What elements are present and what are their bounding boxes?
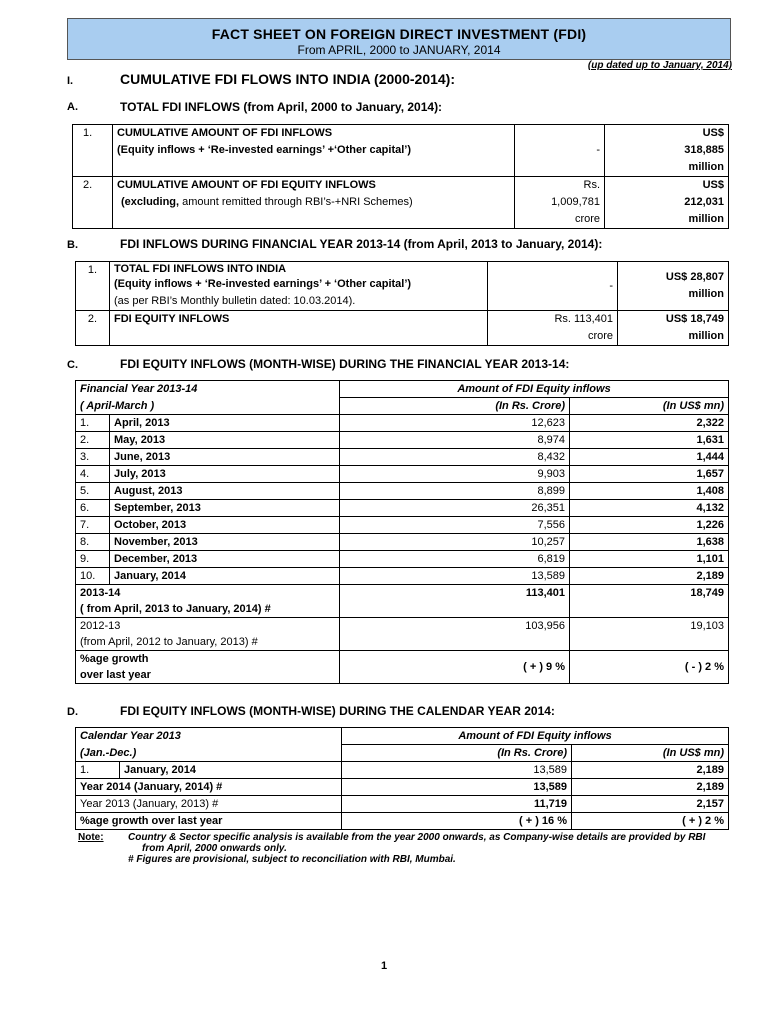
rs-line: Rs. 113,401 xyxy=(554,313,613,325)
year-2013-rs: 11,719 xyxy=(342,796,572,813)
row-usd: 2,189 xyxy=(570,568,729,585)
row-number: 7. xyxy=(76,517,110,534)
year-2014-usd: 2,189 xyxy=(572,779,729,796)
amount-header: Amount of FDI Equity inflows xyxy=(342,728,729,745)
section-c-number: C. xyxy=(67,359,78,371)
row-description xyxy=(113,177,515,229)
cy-header: Calendar Year 2013 xyxy=(76,728,342,745)
row-month: January, 2014 xyxy=(110,568,340,585)
fact-sheet-header xyxy=(67,18,731,60)
table-row xyxy=(76,311,729,346)
section-a-table xyxy=(72,124,729,229)
row-number: 1. xyxy=(76,262,110,311)
year-2013-row xyxy=(76,796,729,813)
row-month: July, 2013 xyxy=(110,466,340,483)
row-rs-value: - xyxy=(515,125,605,177)
row-number: 2. xyxy=(73,177,113,229)
row-number: 3. xyxy=(76,449,110,466)
year-2014-rs: 13,589 xyxy=(342,779,572,796)
table-row xyxy=(76,449,729,466)
total-line: ( from April, 2013 to January, 2014) # xyxy=(80,603,271,615)
growth-row xyxy=(76,813,729,830)
usd-line: US$ xyxy=(702,179,724,191)
table-header-row xyxy=(76,745,729,762)
table-row xyxy=(76,568,729,585)
table-row xyxy=(76,517,729,534)
row-usd: 4,132 xyxy=(570,500,729,517)
row-line: (Equity inflows + ‘Re-invested earnings’ +‘Other capital’) xyxy=(117,144,412,156)
section-d-number: D. xyxy=(67,706,78,718)
col-rs-header: (In Rs. Crore) xyxy=(342,745,572,762)
total-line: 2013-14 xyxy=(80,587,121,599)
year-2014-label: Year 2014 (January, 2014) # xyxy=(76,779,342,796)
growth-row xyxy=(76,651,729,684)
section-a-number: A. xyxy=(67,101,78,113)
row-usd: 2,322 xyxy=(570,415,729,432)
growth-usd: ( - ) 2 % xyxy=(570,651,729,684)
total-usd: 18,749 xyxy=(570,585,729,618)
row-number: 4. xyxy=(76,466,110,483)
total-row xyxy=(76,585,729,618)
note-text xyxy=(128,832,728,865)
row-rs: 8,432 xyxy=(340,449,570,466)
cy-subheader: (Jan.-Dec.) xyxy=(76,745,342,762)
col-usd-header: (In US$ mn) xyxy=(570,398,729,415)
section-a-title: TOTAL FDI INFLOWS (from April, 2000 to January, 2014): xyxy=(120,100,443,114)
table-header-row xyxy=(76,381,729,398)
row-number: 8. xyxy=(76,534,110,551)
row-rs: 12,623 xyxy=(340,415,570,432)
row-month: January, 2014 xyxy=(120,762,342,779)
table-header-row xyxy=(76,728,729,745)
rs-line: Rs. xyxy=(583,179,600,191)
usd-line: US$ 18,749 xyxy=(665,313,724,325)
row-description xyxy=(110,262,488,311)
row-usd: 1,444 xyxy=(570,449,729,466)
row-line: (Equity inflows + ‘Re-invested earnings’ + ‘Other capital’) xyxy=(114,278,412,290)
usd-line: US$ 28,807 xyxy=(665,271,724,283)
rs-line: 1,009,781 xyxy=(551,196,600,208)
row-month: November, 2013 xyxy=(110,534,340,551)
row-month: October, 2013 xyxy=(110,517,340,534)
row-month: December, 2013 xyxy=(110,551,340,568)
year-2014-row xyxy=(76,779,729,796)
row-line: CUMULATIVE AMOUNT OF FDI EQUITY INFLOWS xyxy=(117,179,376,191)
updated-note: (up dated up to January, 2014) xyxy=(587,60,732,71)
row-description: FDI EQUITY INFLOWS xyxy=(110,311,488,346)
amount-header: Amount of FDI Equity inflows xyxy=(340,381,729,398)
row-rs-value: - xyxy=(488,262,618,311)
fy-subheader: ( April-March ) xyxy=(76,398,340,415)
prev-rs: 103,956 xyxy=(340,618,570,651)
row-rs: 13,589 xyxy=(340,568,570,585)
table-row xyxy=(76,415,729,432)
col-rs-header: (In Rs. Crore) xyxy=(340,398,570,415)
table-row xyxy=(76,551,729,568)
section-c-title: FDI EQUITY INFLOWS (MONTH-WISE) DURING THE FINANCIAL YEAR 2013-14: xyxy=(120,357,570,371)
row-rs-value xyxy=(488,311,618,346)
total-rs: 113,401 xyxy=(340,585,570,618)
note-label: Note: xyxy=(78,832,104,843)
table-row xyxy=(76,466,729,483)
growth-rs: ( + ) 9 % xyxy=(340,651,570,684)
row-number: 10. xyxy=(76,568,110,585)
section-b-title: FDI INFLOWS DURING FINANCIAL YEAR 2013-14 (from April, 2013 to January, 2014): xyxy=(120,237,603,251)
row-usd: 1,226 xyxy=(570,517,729,534)
growth-rs: ( + ) 16 % xyxy=(342,813,572,830)
row-rs: 7,556 xyxy=(340,517,570,534)
row-number: 2. xyxy=(76,432,110,449)
page-number: 1 xyxy=(380,960,388,972)
row-usd: 1,638 xyxy=(570,534,729,551)
table-row xyxy=(76,262,729,311)
row-number: 1. xyxy=(76,415,110,432)
note-line: # Figures are provisional, subject to reconciliation with RBI, Mumbai. xyxy=(128,854,456,865)
row-month: August, 2013 xyxy=(110,483,340,500)
prev-label xyxy=(76,618,340,651)
section-d-table xyxy=(75,727,729,830)
table-row xyxy=(76,762,729,779)
section-i-title: CUMULATIVE FDI FLOWS INTO INDIA (2000-2014): xyxy=(120,71,455,87)
row-rs: 13,589 xyxy=(342,762,572,779)
note-line: Country & Sector specific analysis is available from the year 2000 onwards, as Company-wise details are provided by RBI xyxy=(128,832,706,843)
prev-line: 2012-13 xyxy=(80,620,121,632)
usd-line: 212,031 xyxy=(684,196,724,208)
row-line-bold: (excluding, xyxy=(121,196,180,208)
row-rs: 8,899 xyxy=(340,483,570,500)
section-i-number: I. xyxy=(67,75,74,87)
rs-line: crore xyxy=(587,330,613,342)
row-usd-value xyxy=(605,125,729,177)
row-usd: 1,101 xyxy=(570,551,729,568)
row-number: 1. xyxy=(76,762,120,779)
section-c-table xyxy=(75,380,729,684)
section-d-title: FDI EQUITY INFLOWS (MONTH-WISE) DURING THE CALENDAR YEAR 2014: xyxy=(120,704,555,718)
usd-line: million xyxy=(688,288,724,300)
year-2013-label: Year 2013 (January, 2013) # xyxy=(76,796,342,813)
table-row xyxy=(73,125,729,177)
growth-label xyxy=(76,651,340,684)
row-usd: 2,189 xyxy=(572,762,729,779)
total-label xyxy=(76,585,340,618)
col-usd-header: (In US$ mn) xyxy=(572,745,729,762)
table-row xyxy=(73,177,729,229)
table-header-row xyxy=(76,398,729,415)
table-row xyxy=(76,500,729,517)
page-title: FACT SHEET ON FOREIGN DIRECT INVESTMENT (FDI) xyxy=(211,26,587,42)
prev-line: (from April, 2012 to January, 2013) # xyxy=(80,636,258,648)
growth-line: %age growth xyxy=(80,653,149,665)
fy-header: Financial Year 2013-14 xyxy=(76,381,340,398)
row-number: 6. xyxy=(76,500,110,517)
table-row xyxy=(76,483,729,500)
row-line xyxy=(117,194,510,211)
row-usd: 1,408 xyxy=(570,483,729,500)
row-usd: 1,657 xyxy=(570,466,729,483)
growth-line: over last year xyxy=(80,669,151,681)
table-row xyxy=(76,432,729,449)
section-b-number: B. xyxy=(67,239,78,251)
row-description xyxy=(113,125,515,177)
row-rs: 6,819 xyxy=(340,551,570,568)
usd-line: million xyxy=(688,213,724,225)
row-usd-value xyxy=(605,177,729,229)
row-number: 5. xyxy=(76,483,110,500)
row-month: September, 2013 xyxy=(110,500,340,517)
table-row xyxy=(76,534,729,551)
row-line: CUMULATIVE AMOUNT OF FDI INFLOWS xyxy=(117,127,333,139)
usd-line: million xyxy=(688,330,724,342)
row-month: June, 2013 xyxy=(110,449,340,466)
rs-line: crore xyxy=(574,213,600,225)
row-rs: 10,257 xyxy=(340,534,570,551)
usd-line: million xyxy=(688,161,724,173)
row-rs: 9,903 xyxy=(340,466,570,483)
page-subtitle: From APRIL, 2000 to JANUARY, 2014 xyxy=(297,43,501,57)
row-number: 9. xyxy=(76,551,110,568)
prev-year-row xyxy=(76,618,729,651)
usd-line: 318,885 xyxy=(684,144,724,156)
note-line: from April, 2000 onwards only. xyxy=(142,843,287,854)
row-line: (as per RBI’s Monthly bulletin dated: 10.03.2014). xyxy=(114,295,356,307)
row-usd: 1,631 xyxy=(570,432,729,449)
row-rs: 8,974 xyxy=(340,432,570,449)
row-month: April, 2013 xyxy=(110,415,340,432)
growth-label: %age growth over last year xyxy=(76,813,342,830)
usd-line: US$ xyxy=(702,127,724,139)
prev-usd: 19,103 xyxy=(570,618,729,651)
row-number: 1. xyxy=(73,125,113,177)
row-line-normal: amount remitted through RBI’s-+NRI Schemes) xyxy=(179,196,413,208)
row-rs-value xyxy=(515,177,605,229)
row-month: May, 2013 xyxy=(110,432,340,449)
row-line: TOTAL FDI INFLOWS INTO INDIA xyxy=(114,263,287,275)
year-2013-usd: 2,157 xyxy=(572,796,729,813)
section-b-table xyxy=(75,261,729,346)
row-usd-value xyxy=(618,311,729,346)
growth-usd: ( + ) 2 % xyxy=(572,813,729,830)
row-usd-value xyxy=(618,262,729,311)
row-rs: 26,351 xyxy=(340,500,570,517)
row-number: 2. xyxy=(76,311,110,346)
